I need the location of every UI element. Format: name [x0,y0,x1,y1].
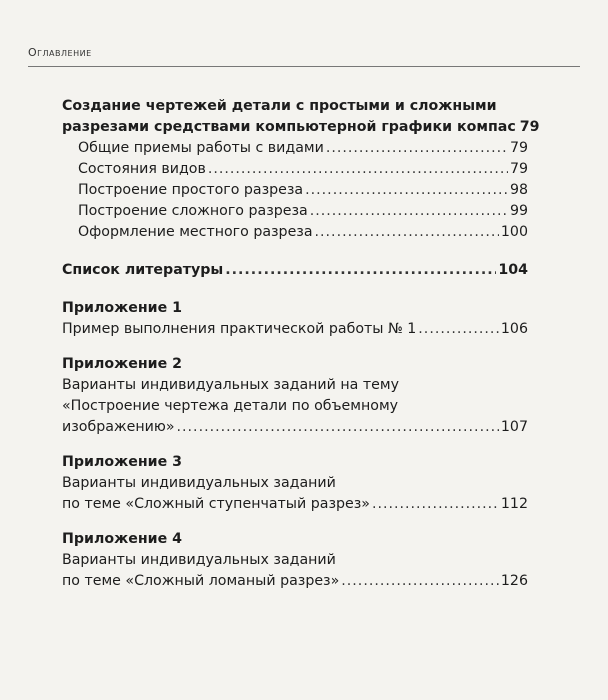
page-number: 107 [500,419,528,435]
literature-title: Список литературы [62,262,224,278]
entry-title: по теме «Сложный ломаный разрез» [62,573,340,589]
page-number: 106 [500,321,528,337]
dot-leader [372,494,499,515]
entry-title: изображению» [62,419,175,435]
section-title-line1: Создание чертежей детали с простыми и сложными [62,98,497,114]
dot-leader [326,138,508,159]
toc-entry-sub[interactable] [62,138,528,159]
page-number: 98 [509,182,528,198]
entry-title: Состояния видов [78,161,206,177]
dot-leader [225,260,496,281]
entry-title: Построение простого разреза [78,182,304,198]
header-divider [28,66,580,67]
appendix-heading: Приложение 4 [62,531,183,547]
entry-title-line: Варианты индивидуальных заданий [62,475,336,491]
toc-entry-sub[interactable] [62,159,528,180]
appendix-heading: Приложение 1 [62,300,183,316]
toc-entry-appendix[interactable] [62,319,528,340]
page-number: 100 [500,224,528,240]
entry-title-line: Варианты индивидуальных заданий на тему [62,377,399,393]
dot-leader [177,417,499,438]
page-number: 126 [500,573,528,589]
appendix-heading: Приложение 2 [62,356,183,372]
entry-title: по теме «Сложный ступенчатый разрез» [62,496,370,512]
appendix-heading: Приложение 3 [62,454,183,470]
section-title-line2: разрезами средствами компьютерной графики компас [62,119,516,135]
page-number: 79 [509,140,528,156]
entry-title: Построение сложного разреза [78,203,308,219]
dot-leader [310,201,508,222]
toc-entry-appendix[interactable] [62,417,528,438]
dot-leader [418,319,499,340]
toc-entry-appendix[interactable] [62,571,528,592]
toc-entry-sub[interactable] [62,180,528,201]
entry-title: Общие приемы работы с видами [78,140,324,156]
dot-leader [305,180,508,201]
toc-entry-appendix[interactable] [62,494,528,515]
dot-leader [208,159,508,180]
toc-entry-section[interactable] [62,117,540,138]
entry-title-line: «Построение чертежа детали по объемному [62,398,399,414]
page-number: 79 [509,161,528,177]
toc-entry-literature[interactable] [62,260,528,281]
dot-leader [315,222,499,243]
entry-title-line: Варианты индивидуальных заданий [62,552,336,568]
running-head: Оглавление [28,46,92,59]
entry-title: Пример выполнения практической работы № 1 [62,321,417,337]
page-number: 104 [498,262,528,278]
toc-entry-sub[interactable] [62,201,528,222]
entry-title: Оформление местного разреза [78,224,313,240]
table-of-contents [62,96,540,592]
page-number: 99 [509,203,528,219]
page-number: 112 [500,496,528,512]
page-number: 79 [519,119,540,135]
dot-leader [341,571,499,592]
toc-entry-sub[interactable] [62,222,528,243]
